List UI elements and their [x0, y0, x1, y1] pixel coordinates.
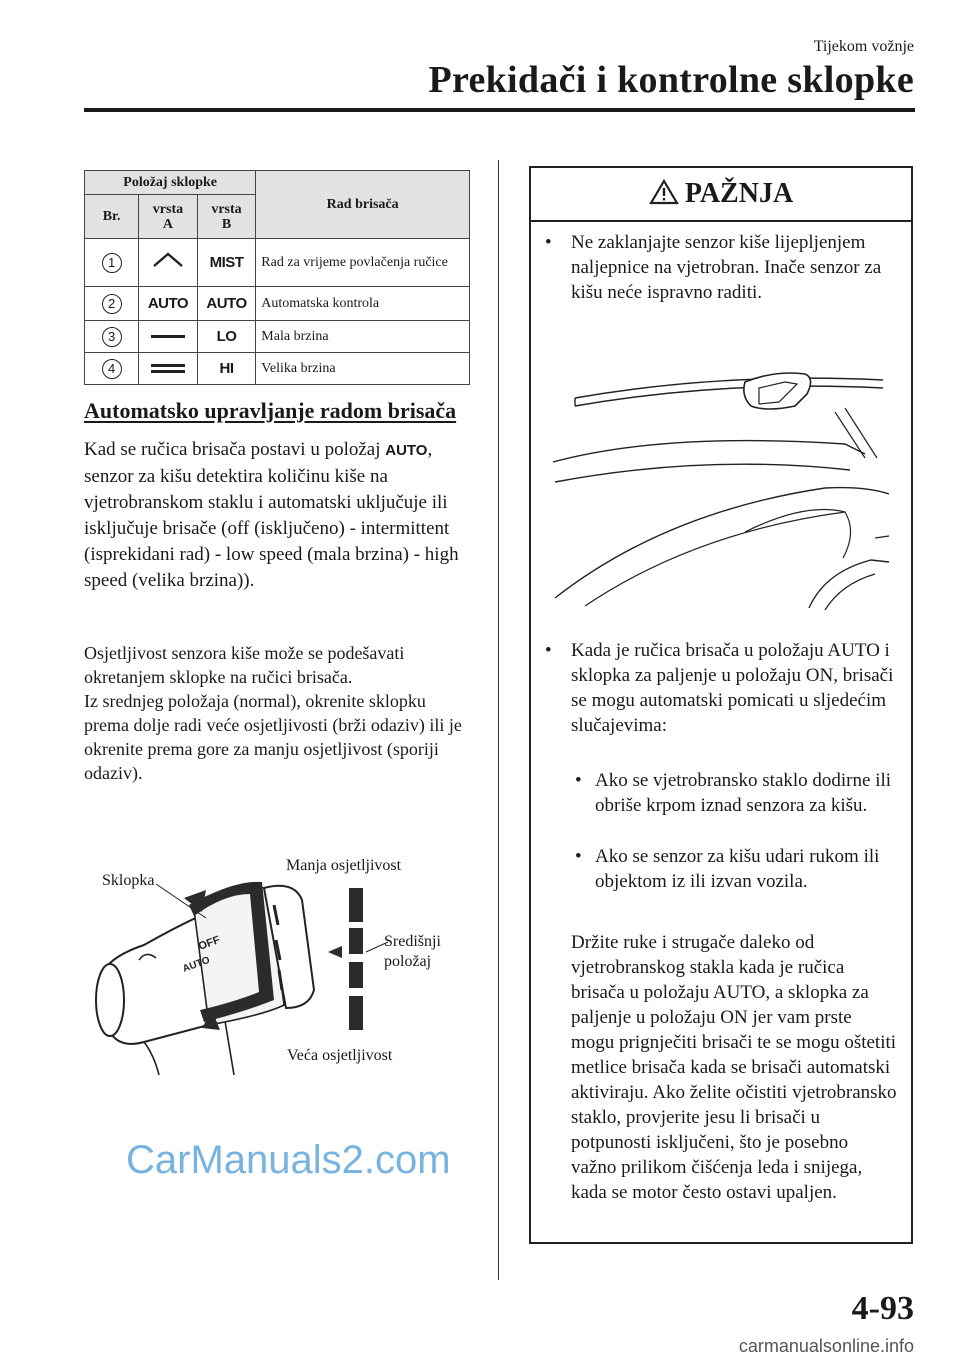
caution-bullet-1: • Ne zaklanjajte senzor kiše lijepljenjem naljepnice na vjetrobran. Inače senzor za kišu neće ispravno raditi. [545, 232, 882, 303]
caution-bullet-2: • Kada je ručica brisača u položaju AUTO i sklopka za paljenje u položaju ON, brisači se mogu automatski pomicati u sljedećim slučajevima: [545, 640, 894, 736]
row-desc: Velika brzina [256, 353, 470, 385]
row-desc: Rad za vrijeme povlačenja ručice [256, 239, 470, 287]
table-row [85, 321, 470, 353]
row-number: 4 [102, 359, 122, 379]
column-divider [498, 160, 499, 1280]
col-no-header: Br. [85, 195, 139, 239]
auto-label: AUTO [147, 294, 189, 312]
row-number: 1 [102, 253, 122, 273]
auto-paragraph: Kad se ručica brisača postavi u položaj AUTO, senzor za kišu detektira količinu kiše na vjetrobranskom staklu i automatski uključuje ili isključuje brisače (off (isključeno) - intermittent (isprekidani rad) - low speed (mala brzina) - high speed (velika brzina)). [84, 439, 459, 591]
watermark-carmanualsonline: carmanualsonline.info [738, 1336, 914, 1356]
chapter-subtitle: Tijekom vožnje [813, 38, 914, 55]
mist-label: MIST [209, 253, 244, 271]
hi-label: HI [219, 359, 234, 377]
caution-box [529, 166, 913, 1244]
page-number: 4-93 [851, 1290, 914, 1327]
label-more-sensitivity: Veća osjetljivost [287, 1047, 393, 1064]
col-type-b-header: vrsta B [197, 195, 256, 239]
table-row [85, 239, 470, 287]
lo-label: LO [216, 327, 237, 345]
knob-off-text: OFF [196, 934, 222, 953]
page-title: Prekidači i kontrolne sklopke [428, 59, 914, 101]
row-number: 3 [102, 327, 122, 347]
knob-auto-text: AUTO [181, 954, 212, 975]
label-center-position-2: položaj [384, 953, 432, 970]
label-switch: Sklopka [102, 872, 155, 889]
header-rule [84, 108, 915, 112]
windshield-sensor-illustration [545, 362, 897, 612]
wiper-switch-figure [84, 850, 484, 1080]
col-operation-header: Rad brisača [256, 171, 470, 239]
watermark-carmanuals2: CarManuals2.com [126, 1138, 451, 1182]
caution-title: PAŽNJA [684, 178, 794, 209]
mist-caret-icon [139, 239, 198, 287]
row-number: 2 [102, 294, 122, 314]
row-desc: Automatska kontrola [256, 287, 470, 321]
sensitivity-paragraph: Osjetljivost senzora kiše može se podešavati okretanjem sklopke na ručici brisača. Iz srednjeg položaja (normal), okrenite sklopku prema dolje radi veće osjetljivosti (brži odaziv) ili je okrenite prema gore za manju osjetljivost (sporiji odaziv). [84, 643, 462, 783]
label-center-position-1: Središnji [384, 933, 441, 950]
warning-triangle-icon [649, 179, 679, 205]
section-title: Automatsko upravljanje radom brisača [84, 398, 457, 423]
table-row [85, 353, 470, 385]
rain-sensor-icon [744, 373, 811, 409]
table-row [85, 287, 470, 321]
label-less-sensitivity: Manja osjetljivost [286, 857, 402, 874]
row-desc: Mala brzina [256, 321, 470, 353]
caution-paragraph: Držite ruke i strugače daleko od vjetrobranskog stakla kada je ručica brisača u položaju AUTO, a sklopka za paljenje u položaju ON jer vam prste mogu prignječiti brisači te se mogu oštetiti metlice brisača kada se brisači automatski aktiviraju. Ako želite očistiti vjetrobransko staklo, provjerite jesu li brisači u potpunosti isključeni, što je posebno važno prilikom čišćenja leda i snijega, kada se motor često ostavi upaljen. [571, 932, 897, 1203]
switch-position-table [84, 170, 470, 385]
col-type-a-header: vrsta A [139, 195, 198, 239]
col-position-header: Položaj sklopke [85, 171, 256, 195]
caution-sub-bullet-1: • Ako se vjetrobransko staklo dodirne ili obriše krpom iznad senzora za kišu. [575, 770, 892, 816]
high-speed-bar-icon [151, 364, 185, 373]
auto-label: AUTO [206, 294, 247, 312]
caution-header [531, 168, 911, 222]
low-speed-bar-icon [151, 335, 185, 338]
inline-auto-label: AUTO [385, 442, 428, 459]
center-position-arrow-icon [328, 946, 342, 958]
caution-sub-bullet-2: • Ako se senzor za kišu udari rukom ili objektom iz ili izvan vozila. [575, 846, 880, 892]
